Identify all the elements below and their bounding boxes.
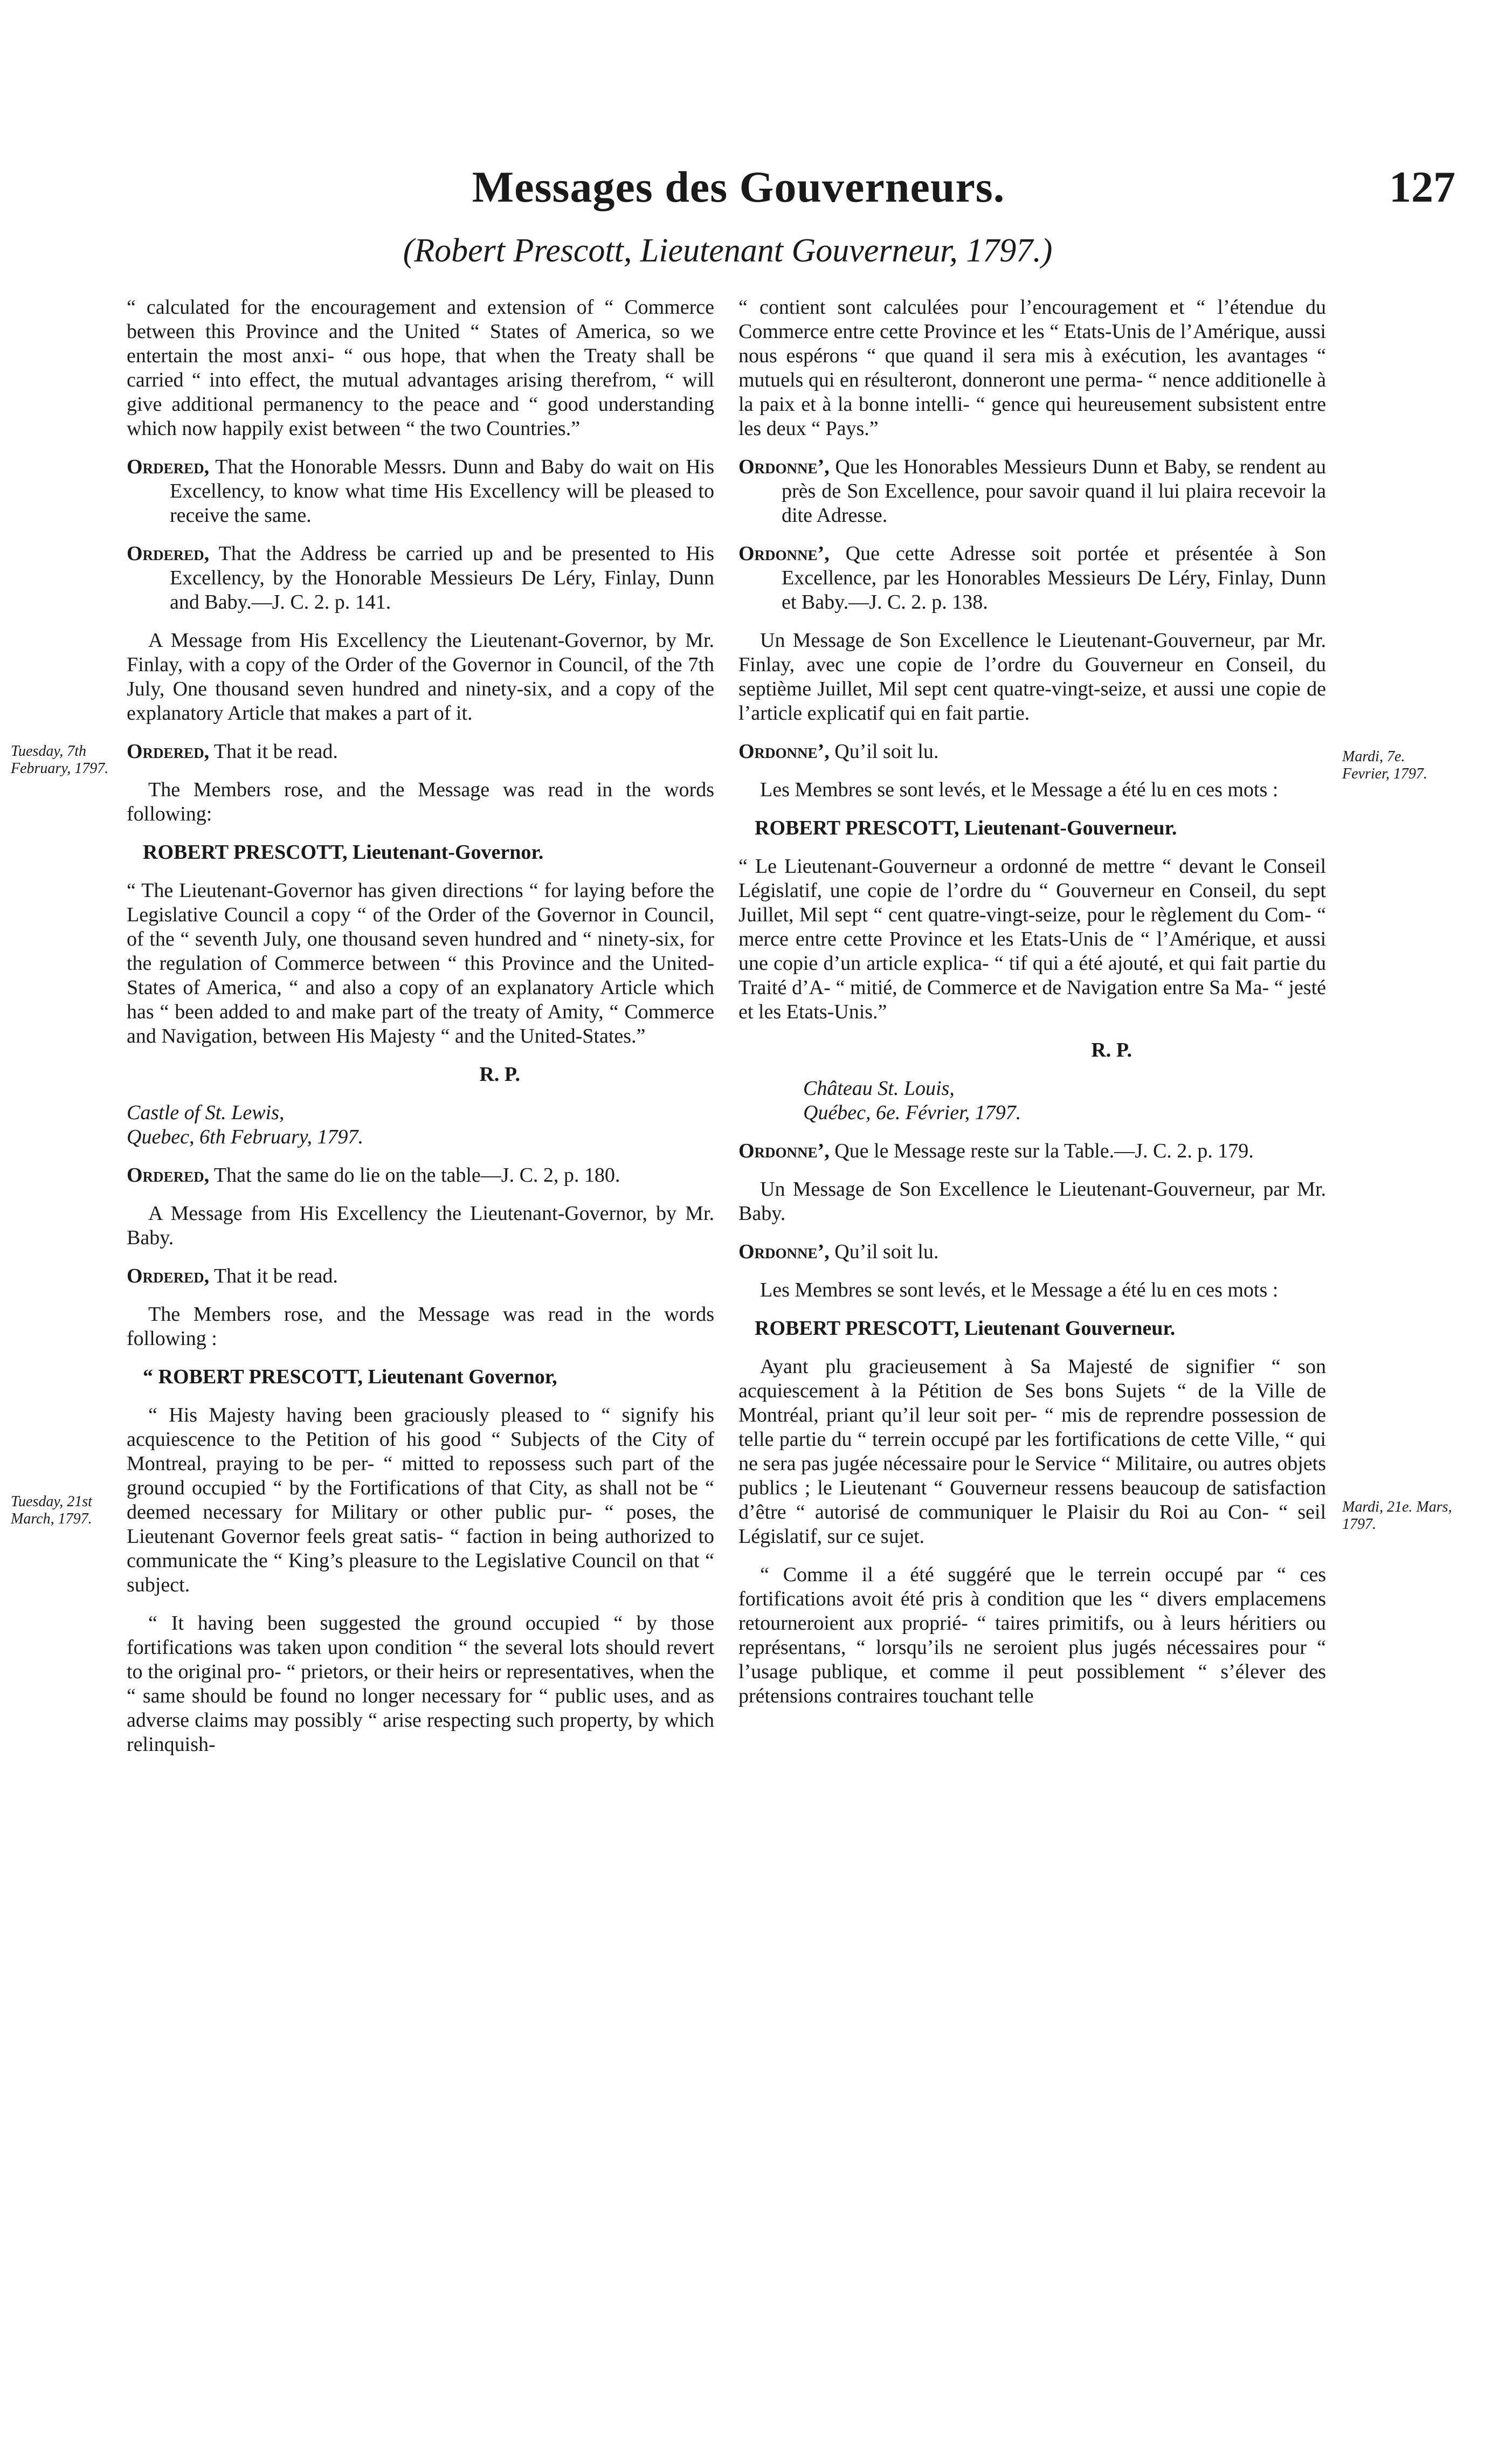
margin-note-date: Mardi, 21e. Mars, 1797.: [1342, 1499, 1452, 1533]
margin-note-date: Mardi, 7e. Fevrier, 1797.: [1342, 748, 1427, 782]
signature-line: ROBERT PRESCOTT, Lieutenant Gouverneur.: [755, 1317, 1176, 1340]
ordered-label: Ordered,: [127, 456, 210, 478]
paragraph: Un Message de Son Excellence le Lieutenant-Gouverneur, par Mr. Baby.: [738, 1178, 1326, 1225]
ordered-label: Ordered,: [127, 1164, 210, 1187]
paragraph: [738, 740, 1326, 764]
paragraph: Ayant plu gracieusement à Sa Majesté de signifier “ son acquiescement à la Pétition de Ses bons Sujets “ de la Ville de Montréal, priant qu’il leur soit per- “ mis de reprendre possession de telle partie du “ terrein occupé par les fortifications de cette Ville, “ qui ne sera pas jugée nécessaire pour le Service “ Militaire, ou autres objets publics ; le Lieutenant “ Gouverneur ressens beaucoup de satisfaction d’être “ autorisé de communiquer le Plaisir du Roi au Con- “ seil Législatif, sur ce sujet.: [738, 1355, 1326, 1548]
ordered-label: Ordered,: [127, 542, 210, 565]
paragraph: “ His Majesty having been graciously pleased to “ signify his acquiescence to the Petition of his good “ Subjects of the City of Montreal, praying to be per- “ mitted to repossess such part of the ground occupied “ by the Fortifications of that City, as shall not be “ deemed necessary for Military or other public pur- “ poses, the Lieutenant Governor feels great satis- “ faction in being authorized to communicate the “ King’s pleasure to the Legislative Council on that “ subject.: [127, 1404, 714, 1596]
place-line: Château St. Louis,: [803, 1077, 955, 1100]
paragraph: Les Membres se sont levés, et le Message a été lu en ces mots :: [760, 1279, 1279, 1301]
paragraph: [738, 1139, 1326, 1163]
ordered-label: Ordered,: [127, 740, 210, 763]
page-subtitle: (Robert Prescott, Lieutenant Gouverneur, 1797.): [403, 232, 1053, 269]
signature-line: ROBERT PRESCOTT, Lieutenant-Governor.: [143, 841, 544, 864]
paragraph-text: Que le Message reste sur la Table.—J. C. 2. p. 179.: [834, 1140, 1254, 1162]
paragraph-text: That it be read.: [213, 1265, 338, 1287]
paragraph: [127, 1264, 714, 1288]
paragraph: Les Membres se sont levés, et le Message a été lu en ces mots :: [760, 778, 1279, 801]
paragraph-text: That the Honorable Messrs. Dunn and Baby do wait on His Excellency, to know what time His Excellency will be pleased to receive the same.: [170, 456, 714, 527]
paragraph: A Message from His Excellency the Lieutenant-Governor, by Mr. Baby.: [127, 1202, 714, 1249]
place-date: [127, 1101, 714, 1149]
paragraph: “ Comme il a été suggéré que le terrein occupé par “ ces fortifications avoit été pris à condition que les “ divers emplacemens retourneroient aux proprié- “ taires primitifs, ou à leurs héritiers ou représentans, “ lorsqu’ils ne seroient plus jugés nécessaires pour “ l’usage publique, et comme il peut possiblement “ s’élever des prétensions contraires touchant telle: [738, 1563, 1326, 1707]
paragraph: Un Message de Son Excellence le Lieutenant-Gouverneur, par Mr. Finlay, avec une copie de l’ordre du Gouverneur en Conseil, du septième Juillet, Mil sept cent quatre-vingt-seize, et aussi une copie de l’article explicatif qui en fait partie.: [738, 629, 1326, 725]
ordered-label: Ordonne’,: [738, 542, 830, 565]
ordered-label: Ordonne’,: [738, 456, 830, 478]
paragraph: “ It having been suggested the ground occupied “ by those fortifications was taken upon condition “ the several lots should revert to the original pro- “ prietors, or their heirs or representatives, when the “ same should be found no longer necessary for “ public uses, and as adverse claims may possibly “ arise respecting such property, by which relinquish-: [127, 1612, 714, 1756]
place-date: [738, 1077, 1326, 1125]
margin-note-date: Tuesday, 7th February, 1797.: [11, 743, 109, 777]
paragraph-text: Qu’il soit lu.: [834, 740, 939, 763]
paragraph: [127, 455, 714, 528]
paragraph-text: Que les Honorables Messieurs Dunn et Baby, se rendent au près de Son Excellence, pour savoir quand il lui plaira recevoir la dite Adresse.: [782, 456, 1326, 527]
place-line: Quebec, 6th February, 1797.: [127, 1126, 364, 1148]
paragraph: The Members rose, and the Message was read in the words following:: [127, 778, 714, 825]
paragraph: “ contient sont calculées pour l’encouragement et “ l’étendue du Commerce entre cette Province et les “ Etats-Unis de l’Amérique, aussi nous espérons “ que quand il sera mis à exécution, les avantages “ mutuels qui en résulteront, donneront une perma- “ nence additionelle à la paix et à la bonne intelli- “ gence qui heureusement subsistent entre les deux “ Pays.”: [738, 296, 1327, 440]
paragraph: The Members rose, and the Message was read in the words following :: [127, 1303, 714, 1350]
paragraph-text: Qu’il soit lu.: [834, 1240, 939, 1263]
ordered-label: Ordonne’,: [738, 1240, 830, 1263]
paragraph: “ The Lieutenant-Governor has given directions “ for laying before the Legislative Council a copy “ of the Order of the Governor in Council, of the “ seventh July, one thousand seven hundred and “ ninety-six, for the regulation of Commerce between “ this Province and the United-States of America, “ and also a copy of an explanatory Article which has “ been added to and make part of the treaty of Amity, “ Commerce and Navigation, between His Majesty “ and the United-States.”: [127, 879, 714, 1047]
paragraph: [127, 740, 714, 764]
place-line: Québec, 6e. Février, 1797.: [803, 1101, 1021, 1124]
paragraph: [127, 542, 714, 615]
ordered-label: Ordonne’,: [738, 740, 830, 763]
running-head: [0, 162, 1512, 221]
french-column: [738, 295, 1326, 1722]
paragraph-text: Que cette Adresse soit portée et présentée à Son Excellence, par les Honorables Messieurs De Léry, Finlay, Dunn et Baby.—J. C. 2. p. 138.: [782, 542, 1326, 613]
paragraph: “ Le Lieutenant-Gouverneur a ordonné de mettre “ devant le Conseil Législatif, une copie de l’ordre du “ Gouverneur en Conseil, du sept Juillet, Mil sept “ cent quatre-vingt-seize, pour le règlement du Com- “ merce entre cette Province et les Etats-Unis de “ l’Amérique, et aussi une copie d’un article explica- “ tif qui a été ajouté, et qui fait partie du Traité d’A- “ mitié, de Commerce et de Navigation entre Sa Ma- “ jesté et les Etats-Unis.”: [738, 855, 1326, 1023]
paragraph: [738, 1240, 1326, 1264]
page-number: 127: [1389, 162, 1455, 211]
paragraph: A Message from His Excellency the Lieutenant-Governor, by Mr. Finlay, with a copy of the Order of the Governor in Council, of the 7th July, One thousand seven hundred and ninety-six, and a copy of the explanatory Article that makes a part of it.: [127, 629, 714, 725]
paragraph-text: That the Address be carried up and be presented to His Excellency, by the Honorable Messieurs De Léry, Finlay, Dunn and Baby.—J. C. 2. p. 141.: [170, 542, 714, 613]
english-column: [127, 295, 714, 1771]
signature-line: ROBERT PRESCOTT, Lieutenant-Gouverneur.: [755, 817, 1177, 839]
ordered-label: Ordonne’,: [738, 1140, 830, 1162]
initials: R. P.: [479, 1063, 520, 1086]
paragraph-text: That it be read.: [213, 740, 338, 763]
signature-line: “ ROBERT PRESCOTT, Lieutenant Governor,: [143, 1366, 557, 1388]
ordered-label: Ordered,: [127, 1265, 210, 1287]
paragraph: “ calculated for the encouragement and extension of “ Commerce between this Province and the United “ States of America, so we entertain the most anxi- “ ous hope, that when the Treaty shall be carried “ into effect, the mutual advantages arising therefrom, “ will give additional permanency to the peace and “ good understanding which now happily exist between “ the two Countries.”: [127, 296, 714, 440]
page-title: Messages des Gouverneurs.: [472, 162, 1005, 211]
paragraph: [127, 1163, 714, 1188]
place-line: Castle of St. Lewis,: [127, 1101, 285, 1124]
paragraph: [738, 542, 1326, 615]
paragraph-text: That the same do lie on the table—J. C. 2, p. 180.: [213, 1164, 620, 1187]
margin-note-date: Tuesday, 21st March, 1797.: [11, 1493, 92, 1527]
initials: R. P.: [1091, 1039, 1132, 1061]
paragraph: [738, 455, 1326, 528]
